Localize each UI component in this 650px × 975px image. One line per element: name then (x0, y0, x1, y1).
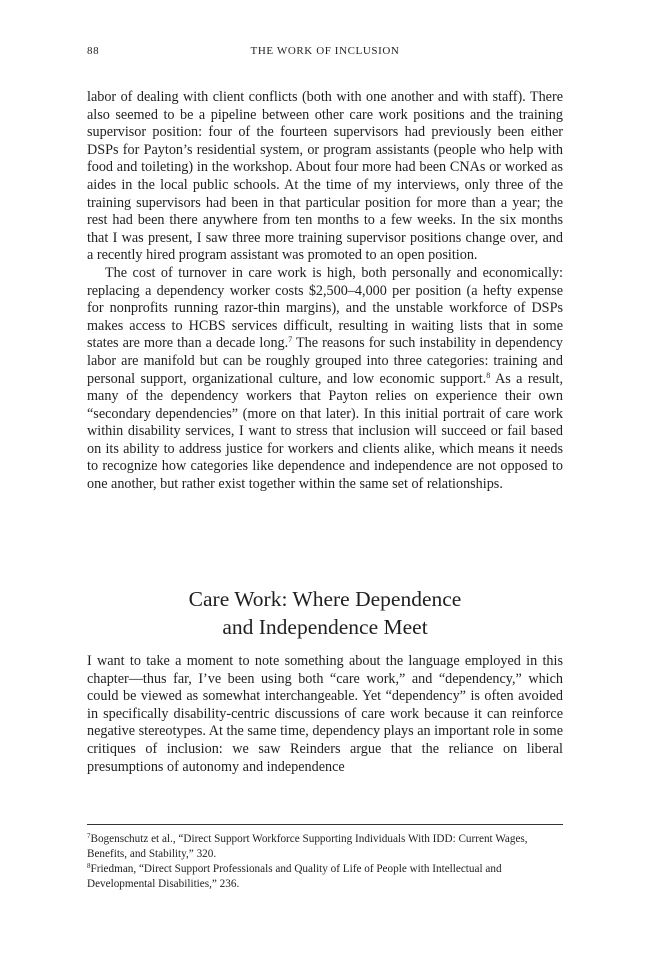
running-title: THE WORK OF INCLUSION (250, 45, 400, 57)
footnotes (87, 832, 563, 892)
body-text-section-one (87, 89, 563, 494)
body-text-section-two (87, 653, 563, 776)
footnote-reference[interactable]: 7 (288, 335, 293, 345)
section-heading (87, 585, 563, 641)
paragraph-text: The cost of turnover in care work is high, both personally and economically: replacing a dependency worker costs $2,500–4,000 per position (a hefty expense for nonprofits running razor-thin margins), and the unstable workforce of DSPs makes access to HCBS services difficult, resulting in waiting lists that in some states are more than a decade long. (87, 264, 563, 352)
footnote-text: Friedman, “Direct Support Professionals and Quality of Life of People with Intellectual and Developmental Disabilities,” 236. (87, 863, 502, 890)
footnote (87, 832, 563, 861)
footnote-number: 7 (87, 832, 91, 840)
footnote-divider (87, 824, 563, 825)
section-heading-line: and Independence Meet (222, 615, 428, 639)
paragraph-text: As a result, many of the dependency workers that Payton relies on experience their own “secondary dependencies” (more on that later). In this initial portrait of care work within disability services, I want to stress that inclusion will succeed or fail based on its ability to address justice for workers and clients alike, which means it needs to recognize how categories like dependence and independence are not opposed to one another, but rather exist together within the same set of relationships. (87, 370, 563, 493)
footnote-number: 8 (87, 862, 91, 870)
paragraph: labor of dealing with client conflicts (both with one another and with staff). There also seemed to be a pipeline between other care work positions and the training supervisor position: four of the fourteen supervisors had previously been either DSPs for Payton’s residential system, or program assistants (people who help with food and toileting) in the workshop. About four more had been CNAs or worked as aides in the local public schools. At the time of my interviews, only three of the training supervisors had been in that particular position for more than a year; the rest had been there anywhere from ten months to a few weeks. In the six months that I was present, I saw three more training supervisor positions change over, and a recently hired program assistant was promoted to an open position. (87, 89, 563, 264)
running-head (87, 45, 563, 61)
page-number: 88 (87, 45, 100, 57)
paragraph-text: The reasons for such instability in dependency labor are manifold but can be roughly grouped into three categories: training and personal support, organizational culture, and low economic support. (87, 335, 564, 387)
paragraph: I want to take a moment to note something about the language employed in this chapter—thus far, I’ve been using both “care work,” and “dependency,” which could be viewed as somewhat interchangeable. Yet “dependency” is often avoided in specifically disability-centric discussions of care work because it can reinforce negative stereotypes. At the same time, dependency plays an important role in some critiques of inclusion: we saw Reinders argue that the reliance on liberal presumptions of autonomy and independence (87, 653, 563, 775)
footnote (87, 862, 563, 891)
paragraph (87, 265, 563, 494)
section-heading-line: Care Work: Where Dependence (188, 587, 462, 611)
footnote-reference[interactable]: 8 (486, 370, 491, 380)
footnote-text: Bogenschutz et al., “Direct Support Workforce Supporting Individuals With IDD: Current Wages, Benefits, and Stability,” 320. (87, 833, 528, 860)
